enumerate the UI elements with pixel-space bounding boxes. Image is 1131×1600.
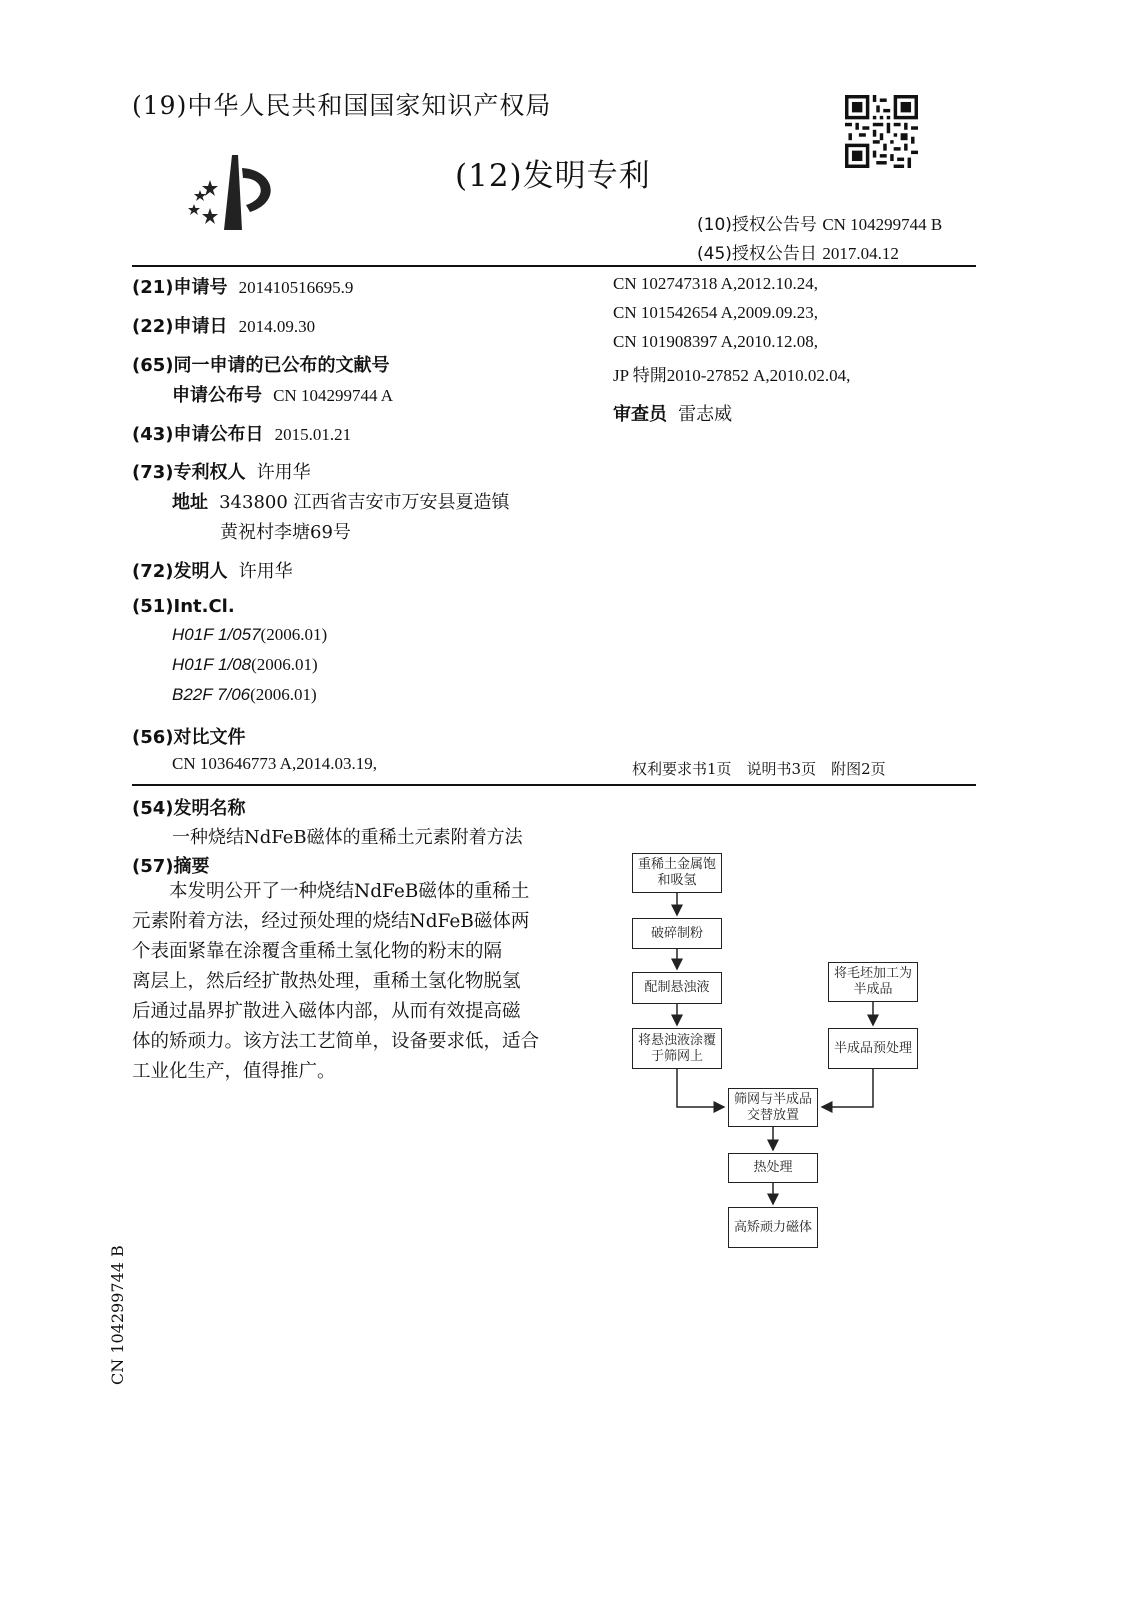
document-type: (12)发明专利 bbox=[455, 158, 651, 194]
examiner-value: 雷志威 bbox=[678, 404, 733, 425]
grant-pub-date bbox=[697, 239, 899, 264]
patentee-value: 许用华 bbox=[256, 462, 311, 483]
flow-step-suspension: 配制悬浊液 bbox=[632, 972, 722, 1004]
office-name: (19)中华人民共和国国家知识产权局 bbox=[132, 91, 552, 120]
page-counts: 权利要求书1页 说明书3页 附图2页 bbox=[632, 760, 886, 778]
flow-step-pretreatment: 半成品预处理 bbox=[828, 1028, 918, 1069]
application-date bbox=[132, 312, 315, 338]
process-flowchart bbox=[600, 840, 980, 1260]
int-cl-label: (51)Int.Cl. bbox=[132, 596, 235, 617]
abstract-line: 后通过晶界扩散进入磁体内部，从而有效提高磁 bbox=[132, 1001, 521, 1022]
prior-publication-label: (65)同一申请的已公布的文献号 bbox=[132, 355, 390, 376]
invention-title-label: (54)发明名称 bbox=[132, 798, 246, 819]
ipc-version-1: (2006.01) bbox=[260, 625, 328, 644]
cited-document-5: JP 特開2010-27852 A,2010.02.04, bbox=[613, 366, 851, 385]
inventor-value: 许用华 bbox=[238, 561, 293, 582]
ipc-code-1: H01F 1/057 bbox=[172, 625, 261, 644]
grant-pub-number-label: (10)授权公告号 bbox=[697, 215, 817, 235]
cited-document-2: CN 102747318 A,2012.10.24, bbox=[613, 274, 818, 293]
ipc-version-3: (2006.01) bbox=[250, 685, 317, 704]
prior-publication-sub-label: 申请公布号 bbox=[172, 385, 262, 406]
prior-publication bbox=[172, 381, 393, 407]
abstract-line: 个表面紧靠在涂覆含重稀土氢化物的粉末的隔 bbox=[132, 941, 503, 962]
abstract-line: 体的矫顽力。该方法工艺简单，设备要求低，适合 bbox=[132, 1031, 540, 1052]
flow-step-alternate-stack: 筛网与半成品交替放置 bbox=[728, 1088, 818, 1127]
inventor-label: (72)发明人 bbox=[132, 561, 228, 582]
abstract-line: 本发明公开了一种烧结NdFeB磁体的重稀土 bbox=[132, 881, 530, 902]
arrow-r2-m1 bbox=[822, 1069, 873, 1107]
cited-document-1: CN 103646773 A,2014.03.19, bbox=[172, 754, 377, 773]
cited-documents-label: (56)对比文件 bbox=[132, 727, 246, 748]
application-number-label: (21)申请号 bbox=[132, 277, 228, 298]
cnipa-logo-icon bbox=[180, 150, 290, 235]
ipc-code-3: B22F 7/06 bbox=[172, 685, 251, 704]
inventor bbox=[132, 557, 293, 583]
prior-publication-value: CN 104299744 A bbox=[273, 386, 394, 405]
ipc-class-1 bbox=[172, 625, 327, 645]
qr-code bbox=[845, 95, 918, 168]
flow-step-heat-treatment: 热处理 bbox=[728, 1153, 818, 1183]
application-pub-date-value: 2015.01.21 bbox=[274, 425, 352, 444]
address-label: 地址 bbox=[172, 492, 208, 513]
abstract-line: 工业化生产，值得推广。 bbox=[132, 1061, 336, 1082]
application-number-value: 201410516695.9 bbox=[238, 278, 354, 297]
address-line-2: 黄祝村李塘69号 bbox=[220, 522, 351, 543]
ipc-class-2 bbox=[172, 655, 318, 675]
address bbox=[172, 488, 510, 514]
invention-title: 一种烧结NdFeB磁体的重稀土元素附着方法 bbox=[172, 827, 523, 848]
abstract-label: (57)摘要 bbox=[132, 856, 210, 877]
application-date-value: 2014.09.30 bbox=[238, 317, 316, 336]
abstract-text bbox=[132, 877, 552, 1087]
flow-step-crushing: 破碎制粉 bbox=[632, 918, 722, 949]
abstract-line: 离层上，然后经扩散热处理，重稀土氢化物脱氢 bbox=[132, 971, 521, 992]
ipc-version-2: (2006.01) bbox=[251, 655, 318, 674]
header-divider bbox=[132, 265, 976, 267]
flow-step-coat-screen: 将悬浊液涂覆于筛网上 bbox=[632, 1028, 722, 1069]
grant-pub-date-value: 2017.04.12 bbox=[822, 244, 899, 263]
ipc-code-2: H01F 1/08 bbox=[172, 655, 252, 674]
application-number bbox=[132, 273, 353, 299]
cited-document-4: CN 101908397 A,2010.12.08, bbox=[613, 332, 818, 351]
side-publication-number: CN 104299744 B bbox=[108, 1245, 127, 1385]
grant-pub-number bbox=[697, 210, 942, 235]
examiner bbox=[613, 400, 732, 426]
patentee bbox=[132, 458, 311, 484]
ipc-class-3 bbox=[172, 685, 317, 705]
examiner-label: 审查员 bbox=[613, 404, 667, 425]
application-pub-date bbox=[132, 420, 351, 446]
grant-pub-number-value: CN 104299744 B bbox=[822, 215, 943, 234]
flow-step-high-coercivity-magnet: 高矫顽力磁体 bbox=[728, 1207, 818, 1248]
cited-document-3: CN 101542654 A,2009.09.23, bbox=[613, 303, 818, 322]
application-date-label: (22)申请日 bbox=[132, 316, 228, 337]
address-line-1: 343800 江西省吉安市万安县夏造镇 bbox=[219, 492, 510, 513]
abstract-line: 元素附着方法，经过预处理的烧结NdFeB磁体两 bbox=[132, 911, 530, 932]
patentee-label: (73)专利权人 bbox=[132, 462, 246, 483]
arrow-s4-m1 bbox=[677, 1069, 724, 1107]
biblio-divider bbox=[132, 784, 976, 786]
application-pub-date-label: (43)申请公布日 bbox=[132, 424, 264, 445]
grant-pub-date-label: (45)授权公告日 bbox=[697, 244, 817, 264]
flow-step-machine-blank: 将毛坯加工为半成品 bbox=[828, 962, 918, 1002]
flow-step-hydrogen-absorption: 重稀土金属饱和吸氢 bbox=[632, 853, 722, 893]
